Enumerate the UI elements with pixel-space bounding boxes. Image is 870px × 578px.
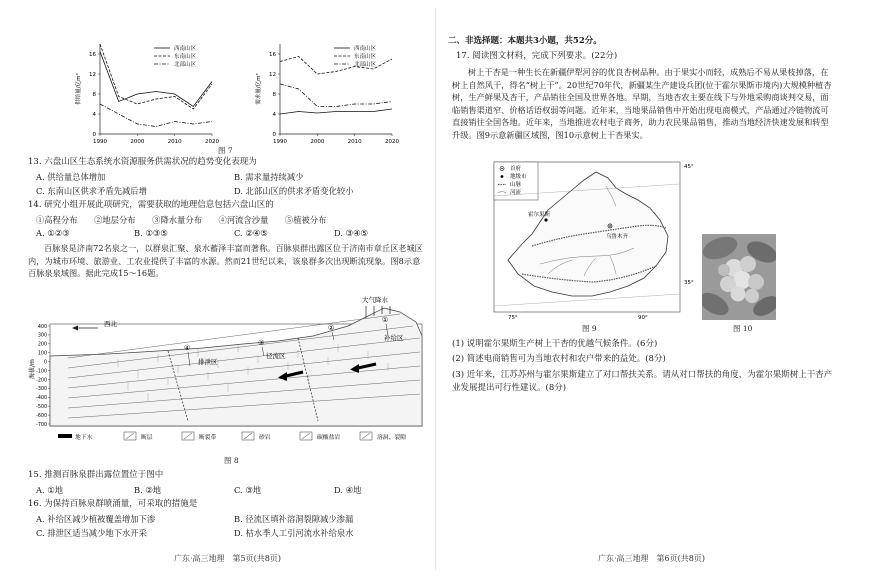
- q13-option-b[interactable]: B. 需求量持续减少: [234, 172, 304, 182]
- demand-series-3: [280, 84, 392, 107]
- q15-option-c[interactable]: C. ③地: [234, 485, 262, 495]
- legend-label-4: 碳酸盐岩: [317, 435, 341, 441]
- demand-ytick-label: 8: [272, 92, 276, 98]
- legend-label-3: 砂岩: [259, 435, 271, 441]
- supply-ylabel: 供给量/亿m³: [76, 73, 82, 105]
- q16-option-b[interactable]: B. 径流区填补溶洞裂隙减少渗漏: [234, 514, 354, 524]
- demand-xtick-label: 1990: [273, 139, 287, 145]
- q17-passage: 树上干杏是一种生长在新疆伊犁河谷的优良杏树品种。由于果实小而轻，成熟后不易从果枝掉落，在树上自然风干，得名“树上干”。20世纪70年代，新疆某生产建设兵团(位于霍尔果斯市境内)大规模种植杏树，生产鲜果及杏干，产品销往全国及世界各地。早期，当地杏农主要在线下与外地采购商谈判交易，面临销售渠道窄、价格话语权弱等问题。近年来，当地果品销售中开始出现电商模式，产品通过冷链物流可直接销往全国各地。近年来，当地推进农村电子商务，助力农民果品销售，推动当地经济快速发展和转型升级。图9示意新疆区域图，图10示意树上干杏果实。: [452, 67, 832, 140]
- demand-ytick-label: 0: [272, 132, 276, 138]
- supply-xtick-label: 2020: [205, 139, 219, 145]
- fig9-legend-label: 地级市: [510, 174, 527, 180]
- chart-demand: [254, 44, 399, 145]
- legend-label-0: 地下水: [75, 435, 93, 441]
- legend-swatch-groundwater: [58, 434, 72, 438]
- supply-xtick-label: 2000: [130, 139, 145, 145]
- urumqi-label: 乌鲁木齐: [606, 234, 629, 240]
- figure-8-caption: 图 8: [224, 456, 239, 465]
- fig8-ytick-label: 100: [37, 351, 47, 357]
- runoff-label: 径流区: [266, 352, 286, 360]
- fig8-ytick-label: -600: [36, 413, 47, 419]
- fig9-legend-label: 山脉: [510, 182, 522, 188]
- supply-ytick-label: 0: [92, 132, 96, 138]
- supply-series-3: [100, 104, 212, 127]
- marker-4: ④: [184, 344, 191, 352]
- q17-sub1: (1) 说明霍尔果斯生产树上干杏的优越气候条件。(6分): [452, 339, 658, 349]
- legend-label-5: 溶洞、裂隙: [377, 435, 406, 441]
- demand-ytick-label: 16: [269, 52, 276, 58]
- marker-1: ①: [382, 316, 389, 324]
- q13-stem: 13. 六盘山区生态系统水资源服务供需状况的趋势变化表现为: [28, 157, 257, 167]
- q16-option-a[interactable]: A. 补给区减少植被覆盖增加下渗: [36, 514, 156, 524]
- q13-option-a[interactable]: A. 供给量总体增加: [36, 172, 106, 182]
- q14-option-a[interactable]: A. ①②③: [36, 228, 70, 238]
- figure-10-caption: 图 10: [733, 324, 753, 333]
- supply-legend-label: 西南山区: [174, 46, 197, 52]
- q17-head: 17. 阅读图文材料，完成下列要求。(22分): [456, 51, 618, 61]
- marker-3: ③: [258, 339, 265, 347]
- figure-7: [28, 30, 408, 155]
- fig9-legend-capital-dot: [501, 168, 502, 169]
- q14-items: ①高程分布 ②地层分布 ③降水量分布 ④河流含沙量 ⑤植被分布: [36, 215, 327, 225]
- left-page: [28, 0, 428, 578]
- left-page-footer: 广东·高三地理 第5页(共8页): [174, 554, 281, 563]
- supply-ytick-label: 4: [92, 112, 96, 118]
- q16-stem: 16. 为保持百脉泉群喷涌量，可采取的措施是: [28, 499, 198, 509]
- q15-option-a[interactable]: A. ①地: [36, 485, 64, 495]
- q14-stem: 14. 研究小组开展此项研究，需要获取的地理信息包括六盘山区的: [28, 200, 274, 210]
- marker-2: ②: [328, 324, 335, 332]
- q15-stem: 15. 推测百脉泉群出露位置位于图中: [28, 470, 164, 480]
- figure-8-cross-section: [28, 296, 428, 451]
- right-page-footer: 广东·高三地理 第6页(共8页): [598, 554, 705, 563]
- page-divider: [435, 8, 436, 570]
- fig8-ytick-label: -200: [36, 378, 47, 384]
- rain-label: 大气降水: [362, 296, 388, 304]
- figure-8-y-axis: [36, 324, 50, 428]
- q15-option-d[interactable]: D. ④地: [334, 485, 362, 495]
- lon-90-label: 90°: [638, 315, 648, 321]
- right-page: [448, 0, 848, 578]
- q14-option-b[interactable]: B. ①③⑤: [134, 228, 168, 238]
- lat-35-label: 35°: [684, 280, 694, 286]
- fig9-legend-label: 河流: [510, 190, 522, 196]
- legend-label-2: 断裂带: [199, 435, 217, 441]
- recharge-label: 补给区: [384, 334, 404, 342]
- fig8-ytick-label: 200: [37, 342, 47, 348]
- figure-8-ylabel: 海拔/m: [29, 359, 36, 379]
- supply-ytick-label: 12: [89, 72, 96, 78]
- fig8-ytick-label: -400: [36, 396, 47, 402]
- demand-ytick-label: 4: [272, 112, 276, 118]
- demand-legend-label: 北部山区: [354, 62, 377, 68]
- fig8-ytick-label: -100: [36, 369, 47, 375]
- supply-ytick-label: 16: [89, 52, 96, 58]
- figure-10-photo: [702, 234, 776, 320]
- demand-xtick-label: 2000: [310, 139, 325, 145]
- chart-supply: [74, 44, 219, 145]
- lon-75-label: 75°: [508, 315, 518, 321]
- fig8-ytick-label: -700: [36, 422, 47, 428]
- q15-option-b[interactable]: B. ②地: [134, 485, 162, 495]
- q16-option-d[interactable]: D. 枯水季人工引河流水补给泉水: [234, 528, 354, 538]
- demand-ylabel: 需求量/亿m³: [256, 73, 262, 105]
- q17-sub2: (2) 简述电商销售可为当地农村和农户带来的益处。(8分): [452, 354, 666, 364]
- lat-45-label: 45°: [684, 164, 694, 170]
- section-title: 二、非选择题：本题共3小题，共52分。: [448, 36, 602, 46]
- demand-xtick-label: 2010: [347, 139, 362, 145]
- q16-option-c[interactable]: C. 排泄区适当减少地下水开采: [36, 528, 147, 538]
- q13-option-d[interactable]: D. 北部山区的供求矛盾变化较小: [234, 186, 354, 196]
- fig8-ytick-label: 300: [37, 333, 47, 339]
- supply-legend-label: 东南山区: [174, 54, 197, 60]
- demand-xtick-label: 2020: [385, 139, 399, 145]
- demand-series-1: [280, 109, 392, 114]
- q14-option-c[interactable]: C. ②④⑤: [234, 228, 268, 238]
- horgos-label: 霍尔果斯: [528, 212, 551, 218]
- demand-ytick-label: 12: [269, 72, 276, 78]
- legend-label-1: 断层: [141, 435, 153, 441]
- figure-9-caption: 图 9: [582, 324, 597, 333]
- supply-xtick-label: 2010: [167, 139, 182, 145]
- fig8-ytick-label: -300: [36, 387, 47, 393]
- q14-option-d[interactable]: D. ③④⑤: [334, 228, 368, 238]
- supply-xtick-label: 1990: [93, 139, 107, 145]
- demand-legend-label: 东南山区: [354, 54, 377, 60]
- passage-15-16: 百脉泉是济南72名泉之一，以群泉汇聚、泉水蓄泽丰富而著称。百脉泉群出露区位于济南市章丘区老城区内，为城市环境、旅游业、工农业提供了丰富的水源。然而21世纪以来，该泉群多次出现断流现象。图8示意百脉泉泉域图。据此完成15～16题。: [28, 243, 423, 279]
- q13-option-c[interactable]: C. 东南山区供求矛盾先减后增: [36, 186, 147, 196]
- discharge-label: 排泄区: [198, 358, 218, 366]
- demand-legend-label: 西南山区: [354, 46, 377, 52]
- fig8-ytick-label: -500: [36, 404, 47, 410]
- figure-8-legend: [58, 432, 406, 441]
- direction-label: 西北: [104, 320, 117, 328]
- fig9-legend-city: [501, 175, 504, 178]
- fig8-ytick-label: 0: [43, 360, 47, 366]
- figure-9-map: [488, 156, 720, 324]
- supply-ytick-label: 8: [92, 92, 96, 98]
- figure-7-caption: 图 7: [218, 146, 233, 155]
- q17-sub3: (3) 近年来，江苏苏州与霍尔果斯建立了对口帮扶关系。请从对口帮扶的角度，为霍尔果斯树上干杏产业发展提出可行性建议。(8分): [452, 370, 833, 393]
- fig8-ytick-label: 400: [37, 324, 47, 330]
- supply-legend-label: 北部山区: [174, 62, 197, 68]
- fig9-legend-label: 首府: [510, 166, 522, 172]
